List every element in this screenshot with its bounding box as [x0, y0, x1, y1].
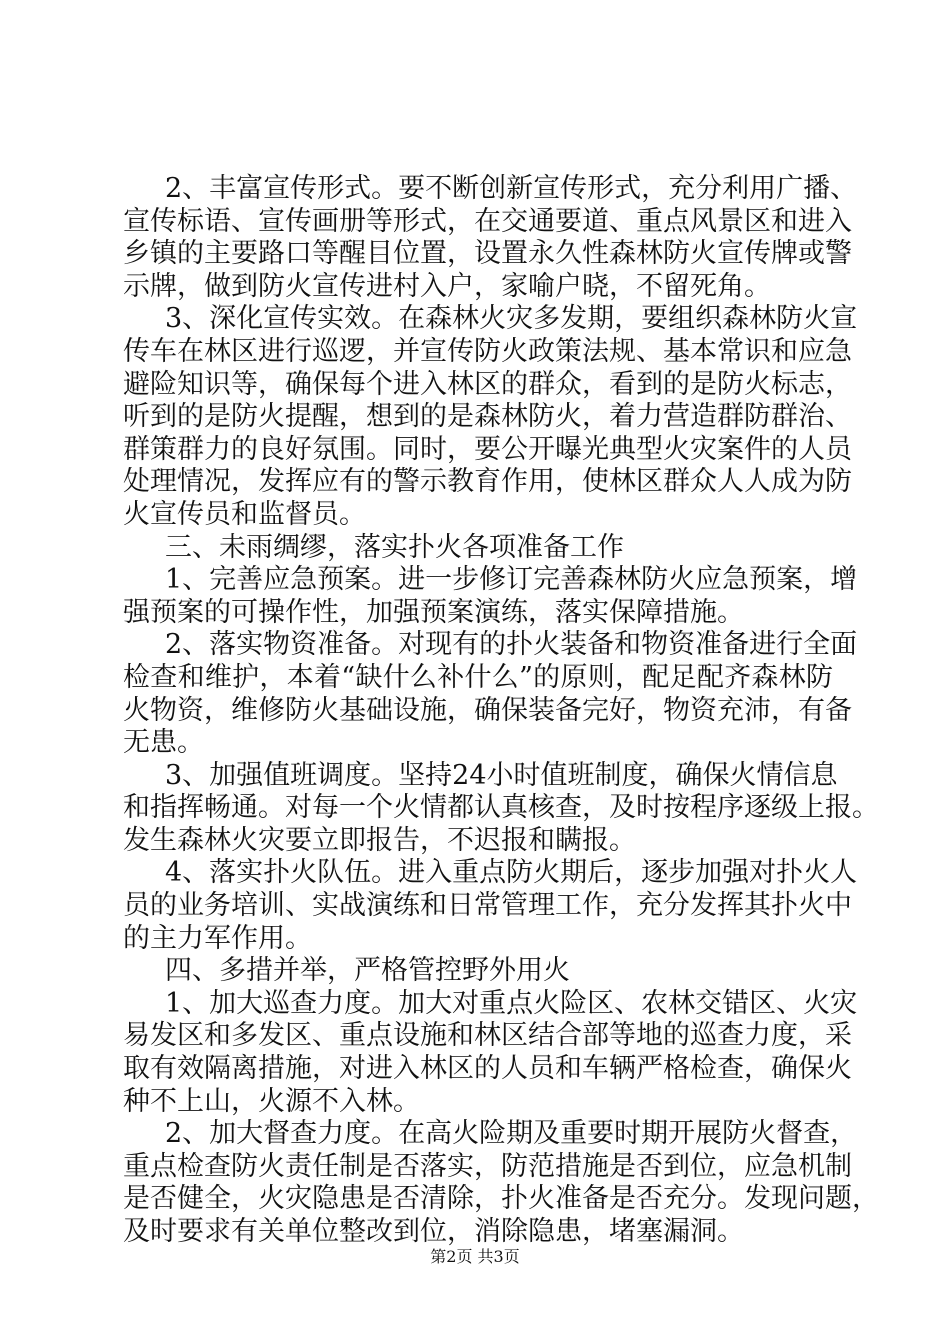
- text-line: 检查和维护，本着“缺什么补什么”的原则，配足配齐森林防: [123, 661, 833, 693]
- text-line: 2、丰富宣传形式。要不断创新宣传形式，充分利用广播、: [165, 173, 858, 204]
- heading-text: 四、多措并举，严格管控野外用火: [165, 955, 570, 987]
- text-line: 乡镇的主要路口等醒目位置，设置永久性森林防火宣传牌或警: [123, 238, 852, 270]
- document-body: [123, 173, 879, 1249]
- text-line: 火宣传员和监督员。: [123, 498, 366, 530]
- text-line: 1、完善应急预案。进一步修订完善森林防火应急预案，增: [165, 564, 858, 596]
- text-line: 听到的是防火提醒，想到的是森林防火，着力营造群防群治、: [123, 401, 852, 433]
- text-line: 处理情况，发挥应有的警示教育作用，使林区群众人人成为防: [123, 466, 852, 498]
- text-line: 是否健全，火灾隐患是否清除，扑火准备是否充分。发现问题，: [123, 1183, 879, 1215]
- text-line: 1、加大巡查力度。加大对重点火险区、农林交错区、火灾: [165, 987, 858, 1019]
- text-line: 火物资，维修防火基础设施，确保装备完好，物资充沛，有备: [123, 694, 852, 726]
- text-line: 4、落实扑火队伍。进入重点防火期后，逐步加强对扑火人: [165, 857, 858, 889]
- paragraph: [123, 629, 858, 759]
- text-line: 避险知识等，确保每个进入林区的群众，看到的是防火标志，: [123, 368, 852, 400]
- paragraph: [123, 857, 858, 955]
- text-line: 强预案的可操作性，加强预案演练，落实保障措施。: [123, 596, 744, 628]
- paragraph: [123, 564, 858, 629]
- text-line: 示牌，做到防火宣传进村入户，家喻户晓，不留死角。: [123, 270, 771, 302]
- page-footer: 第2页 共3页: [430, 1247, 520, 1266]
- paragraph: [123, 173, 858, 303]
- text-line: 取有效隔离措施，对进入林区的人员和车辆严格检查，确保火: [123, 1053, 852, 1085]
- text-line: 员的业务培训、实战演练和日常管理工作，充分发挥其扑火中: [123, 890, 852, 922]
- text-line: 宣传标语、宣传画册等形式，在交通要道、重点风景区和进入: [123, 205, 852, 237]
- text-line: 3、深化宣传实效。在森林火灾多发期，要组织森林防火宣: [165, 303, 858, 335]
- text-line: 2、加大督查力度。在高火险期及重要时期开展防火督查，: [165, 1118, 858, 1150]
- heading-text: 三、未雨绸缪，落实扑火各项准备工作: [165, 531, 624, 563]
- text-line: 及时要求有关单位整改到位，消除隐患，堵塞漏洞。: [123, 1216, 744, 1247]
- paragraph: [123, 987, 858, 1118]
- text-line: 和指挥畅通。对每一个火情都认真核查，及时按程序逐级上报。: [123, 792, 879, 824]
- text-line: 的主力军作用。: [123, 922, 312, 954]
- section-heading: [123, 955, 833, 988]
- section-heading: [123, 532, 833, 565]
- paragraph: [123, 303, 858, 531]
- text-line: 群策群力的良好氛围。同时，要公开曝光典型火灾案件的人员: [123, 433, 852, 465]
- text-line: 3、加强值班调度。坚持24小时值班制度，确保火情信息: [165, 759, 838, 791]
- paragraph: [123, 759, 879, 858]
- text-line: 发生森林火灾要立即报告，不迟报和瞒报。: [123, 824, 636, 856]
- text-line: 种不上山，火源不入林。: [123, 1085, 420, 1117]
- text-line: 重点检查防火责任制是否落实，防范措施是否到位，应急机制: [123, 1150, 852, 1182]
- text-line: 易发区和多发区、重点设施和林区结合部等地的巡查力度，采: [123, 1020, 852, 1052]
- paragraph: [123, 1118, 879, 1248]
- text-line: 传车在林区进行巡逻，并宣传防火政策法规、基本常识和应急: [123, 335, 852, 367]
- text-line: 2、落实物资准备。对现有的扑火装备和物资准备进行全面: [165, 629, 858, 661]
- text-line: 无患。: [123, 727, 204, 759]
